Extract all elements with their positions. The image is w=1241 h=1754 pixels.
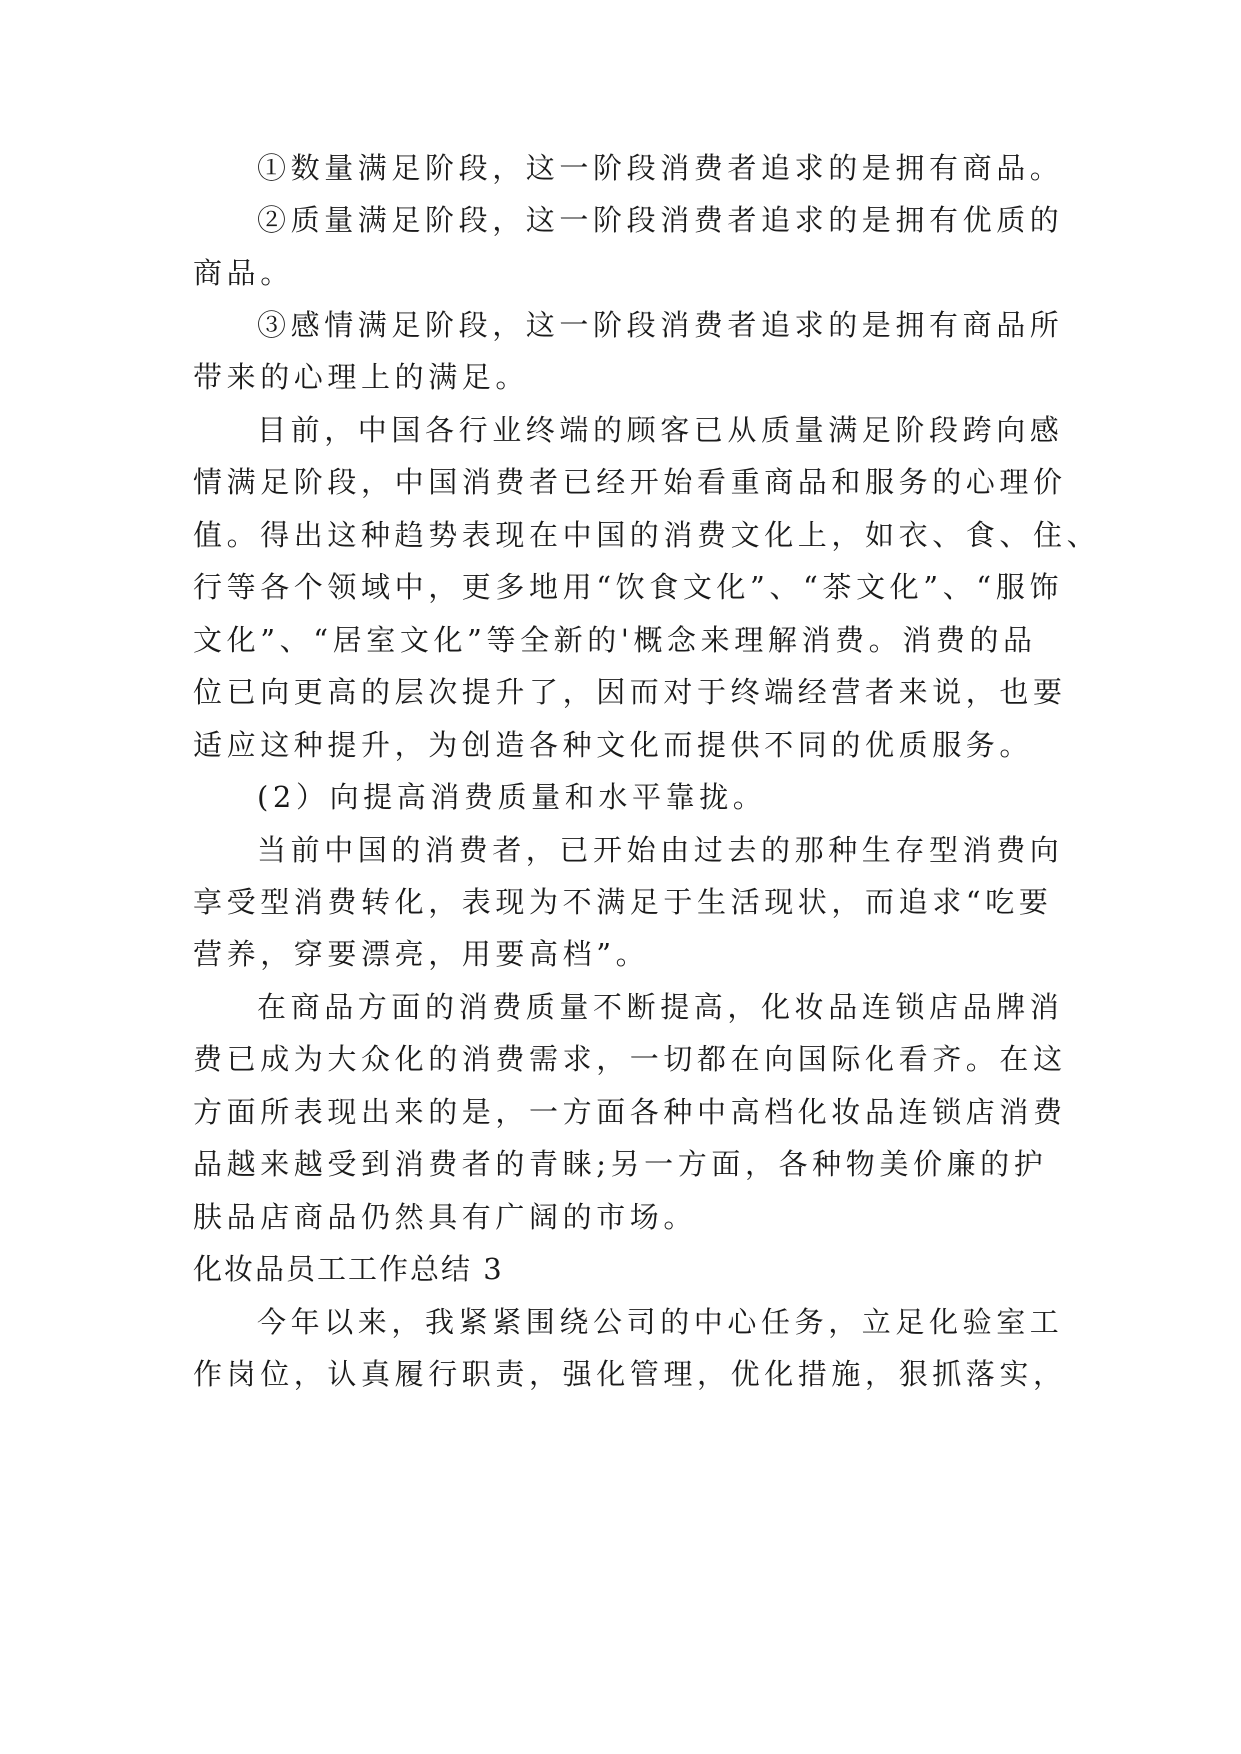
paragraph-line: ②质量满足阶段，这一阶段消费者追求的是拥有优质的 — [257, 203, 1064, 237]
paragraph-line: 品越来越受到消费者的青睐;另一方面，各种物美价廉的护 — [193, 1147, 1048, 1181]
paragraph-line: 文化”、“居室文化”等全新的'概念来理解消费。消费的品 — [193, 623, 1037, 657]
paragraph-line: 作岗位，认真履行职责，强化管理，优化措施，狠抓落实， — [193, 1357, 1067, 1391]
paragraph-line: 今年以来，我紧紧围绕公司的中心任务，立足化验室工 — [257, 1305, 1064, 1339]
paragraph-line: 当前中国的消费者，已开始由过去的那种生存型消费向 — [257, 833, 1064, 867]
paragraph-line: 营养，穿要漂亮，用要高档”。 — [193, 937, 650, 971]
paragraph-line: 适应这种提升，为创造各种文化而提供不同的优质服务。 — [193, 728, 1034, 762]
paragraph-line: 位已向更高的层次提升了，因而对于终端经营者来说，也要 — [193, 675, 1067, 709]
paragraph-line: 商品。 — [193, 256, 294, 290]
paragraph-line: 费已成为大众化的消费需求，一切都在向国际化看齐。在这 — [193, 1042, 1067, 1076]
paragraph-line: ①数量满足阶段，这一阶段消费者追求的是拥有商品。 — [257, 151, 1064, 185]
section-heading: 化妆品员工工作总结 3 — [193, 1252, 504, 1286]
paragraph-line: 值。得出这种趋势表现在中国的消费文化上，如衣、食、住、 — [193, 518, 1101, 552]
paragraph-line: 肤品店商品仍然具有广阔的市场。 — [193, 1200, 698, 1234]
paragraph-line: 目前，中国各行业终端的顾客已从质量满足阶段跨向感 — [257, 413, 1064, 447]
paragraph-line: ③感情满足阶段，这一阶段消费者追求的是拥有商品所 — [257, 308, 1064, 342]
paragraph-line: 方面所表现出来的是，一方面各种中高档化妆品连锁店消费 — [193, 1095, 1067, 1129]
paragraph-line: 行等各个领域中，更多地用“饮食文化”、“茶文化”、“服饰 — [193, 570, 1063, 604]
paragraph-line: 在商品方面的消费质量不断提高，化妆品连锁店品牌消 — [257, 990, 1064, 1024]
paragraph-line: (2）向提高消费质量和水平靠拢。 — [257, 780, 767, 814]
paragraph-line: 带来的心理上的满足。 — [193, 360, 530, 394]
paragraph-line: 情满足阶段，中国消费者已经开始看重商品和服务的心理价 — [193, 465, 1067, 499]
paragraph-line: 享受型消费转化，表现为不满足于生活现状，而追求“吃要 — [193, 885, 1053, 919]
